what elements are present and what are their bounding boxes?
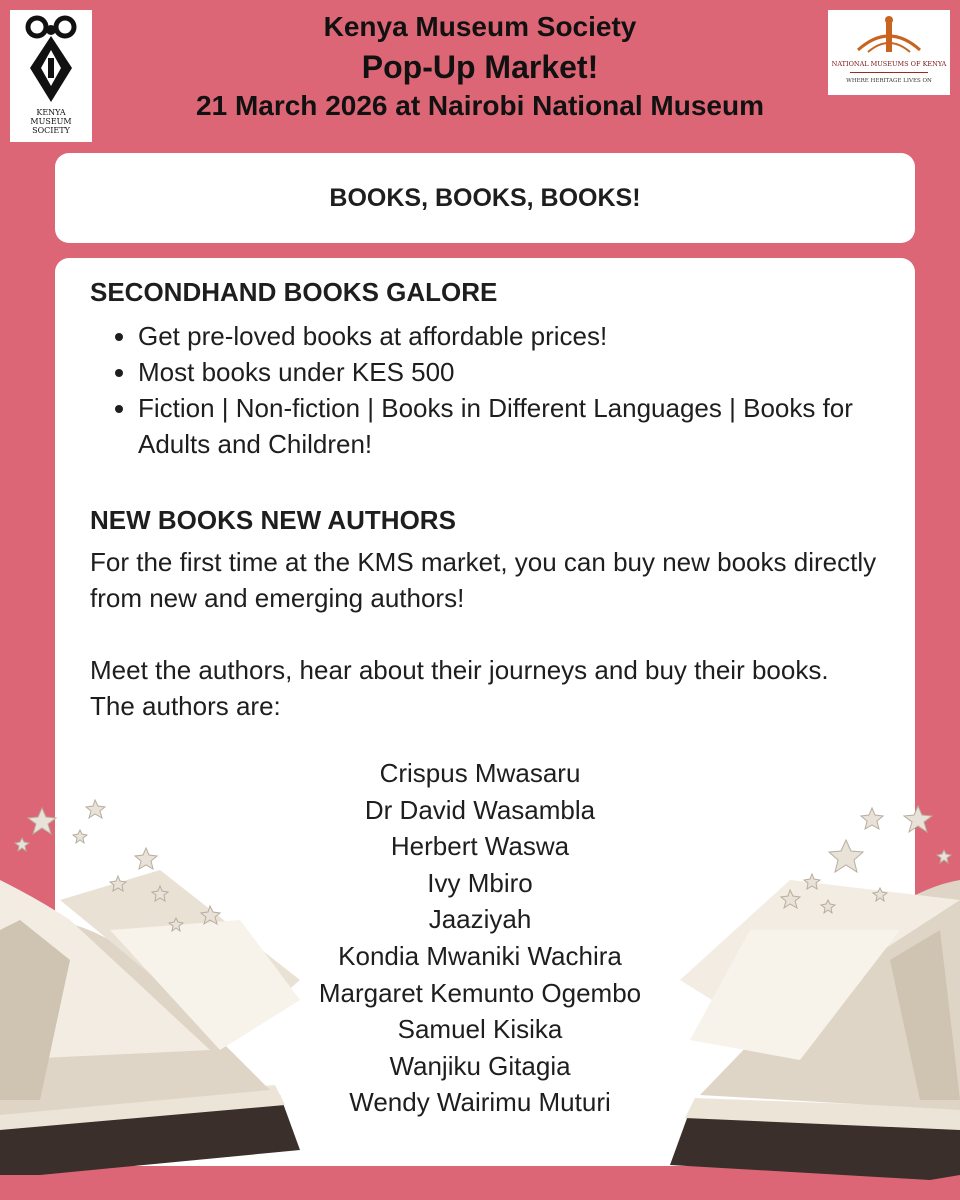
header-org: Kenya Museum Society — [323, 11, 637, 42]
author-name: Dr David Wasambla — [364, 794, 596, 825]
author-name: Crispus Mwasaru — [379, 758, 581, 788]
header-date: 21 March 2026 at Nairobi National Museum — [196, 90, 764, 121]
section-title-secondhand: SECONDHAND BOOKS GALORE — [90, 277, 498, 307]
logo-text-line: MUSEUM — [30, 117, 72, 126]
logo-text-line: SOCIETY — [32, 126, 70, 135]
logo-tagline: WHERE HERITAGE LIVES ON — [846, 78, 932, 84]
logo-text-line: KENYA — [36, 108, 66, 117]
author-name: Kondia Mwaniki Wachira — [338, 940, 622, 971]
author-list — [255, 755, 705, 1121]
logo-org-name: NATIONAL MUSEUMS OF KENYA — [831, 60, 947, 68]
author-name: Wendy Wairimu Muturi — [349, 1087, 611, 1118]
author-name: Jaaziyah — [428, 904, 532, 935]
banner — [55, 153, 915, 243]
header — [100, 8, 860, 124]
paragraph: Meet the authors, hear about their journeys and buy their books. The authors are: — [90, 655, 829, 721]
author-name: Herbert Waswa — [390, 831, 570, 862]
paragraph: For the first time at the KMS market, you can buy new books directly from new and emerging authors! — [90, 547, 877, 613]
author-name: Ivy Mbiro — [427, 867, 533, 898]
list-item: • Get pre-loved books at affordable prices! — [138, 318, 880, 354]
bullet-list — [90, 318, 880, 462]
list-item: • Fiction | Non-fiction | Books in Different Languages | Books for Adults and Children! — [138, 390, 880, 462]
section-title-new-authors: NEW BOOKS NEW AUTHORS — [90, 505, 456, 535]
kenya-museum-society-logo — [10, 10, 92, 142]
author-name: Samuel Kisika — [397, 1014, 563, 1045]
logo-divider — [850, 72, 928, 73]
content — [90, 274, 880, 724]
header-event: Pop-Up Market! — [361, 49, 599, 85]
banner-text: BOOKS, BOOKS, BOOKS! — [329, 183, 641, 212]
author-name: Margaret Kemunto Ogembo — [318, 977, 642, 1008]
author-name: Wanjiku Gitagia — [389, 1050, 571, 1081]
list-item: • Most books under KES 500 — [138, 354, 880, 390]
